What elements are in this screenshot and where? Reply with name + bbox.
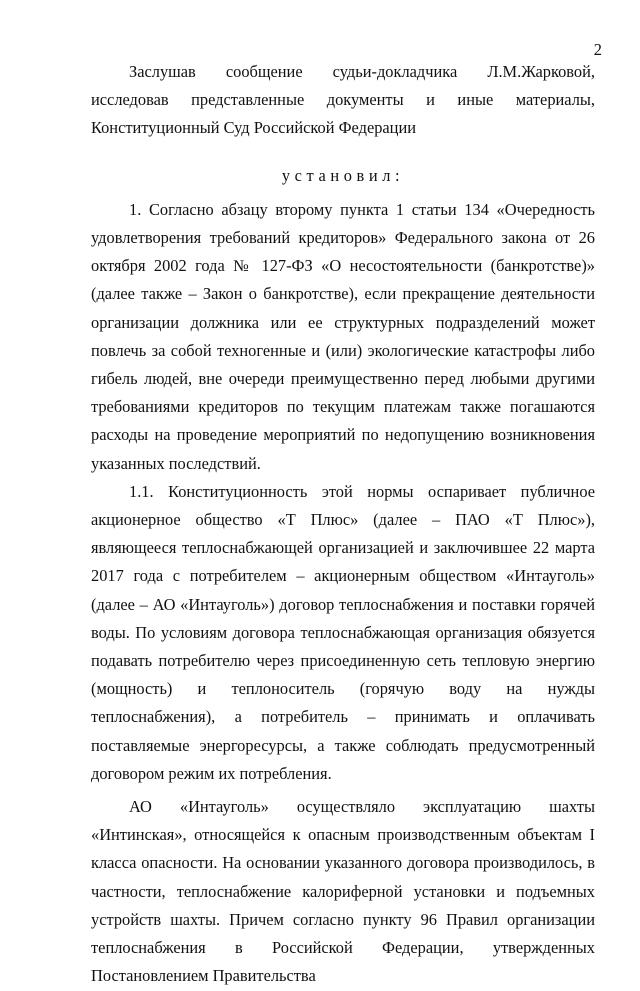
section-heading: установил:: [281, 165, 405, 185]
paragraph-1-1: 1.1. Конституционность этой нормы оспаривает публичное акционерное общество «Т Плюс» (далее – ПАО «Т Плюс»), являющееся теплоснабжающей организацией и заключившее 22 марта 2017 года с потребителем – акционерным обществом «Интауголь» (далее – АО «Интауголь») договор теплоснабжения и поставки горячей воды. По условиям договора теплоснабжающая организация обязуется подавать потребителю через присоединенную сеть тепловую энергию (мощность) и теплоноситель (горячую воду на нужды теплоснабжения), а потребитель – принимать и оплачивать поставляемые энергоресурсы, а также соблюдать предусмотренный договором режим их потребления.: [91, 481, 595, 783]
intro-paragraph: Заслушав сообщение судьи-докладчика Л.М.Жарковой, исследовав представленные документы и иные материалы, Конституционный Суд Российской Федерации: [91, 62, 595, 138]
document-body: [91, 58, 595, 991]
paragraph-intaugol: АО «Интауголь» осуществляло эксплуатацию шахты «Интинская», относящейся к опасным производственным объектам I класса опасности. На основании указанного договора производилось, в частности, теплоснабжение калориферной установки и подъемных устройств шахты. Причем согласно пункту 96 Правил организации теплоснабжения в Российской Федерации, утвержденных Постановлением Правительства: [91, 797, 595, 986]
page-number: 2: [593, 40, 602, 59]
paragraph-1: 1. Согласно абзацу второму пункта 1 статьи 134 «Очередность удовлетворения требований кредиторов» Федерального закона от 26 октября 2002 года № 127-ФЗ «О несостоятельности (банкротстве)» (далее также – Закон о банкротстве), если прекращение деятельности организации должника или ее структурных подразделений может повлечь за собой техногенные и (или) экологические катастрофы либо гибель людей, вне очереди преимущественно перед любыми другими требованиями кредиторов по текущим платежам также погашаются расходы на проведение мероприятий по недопущению возникновения указанных последствий.: [91, 199, 595, 473]
